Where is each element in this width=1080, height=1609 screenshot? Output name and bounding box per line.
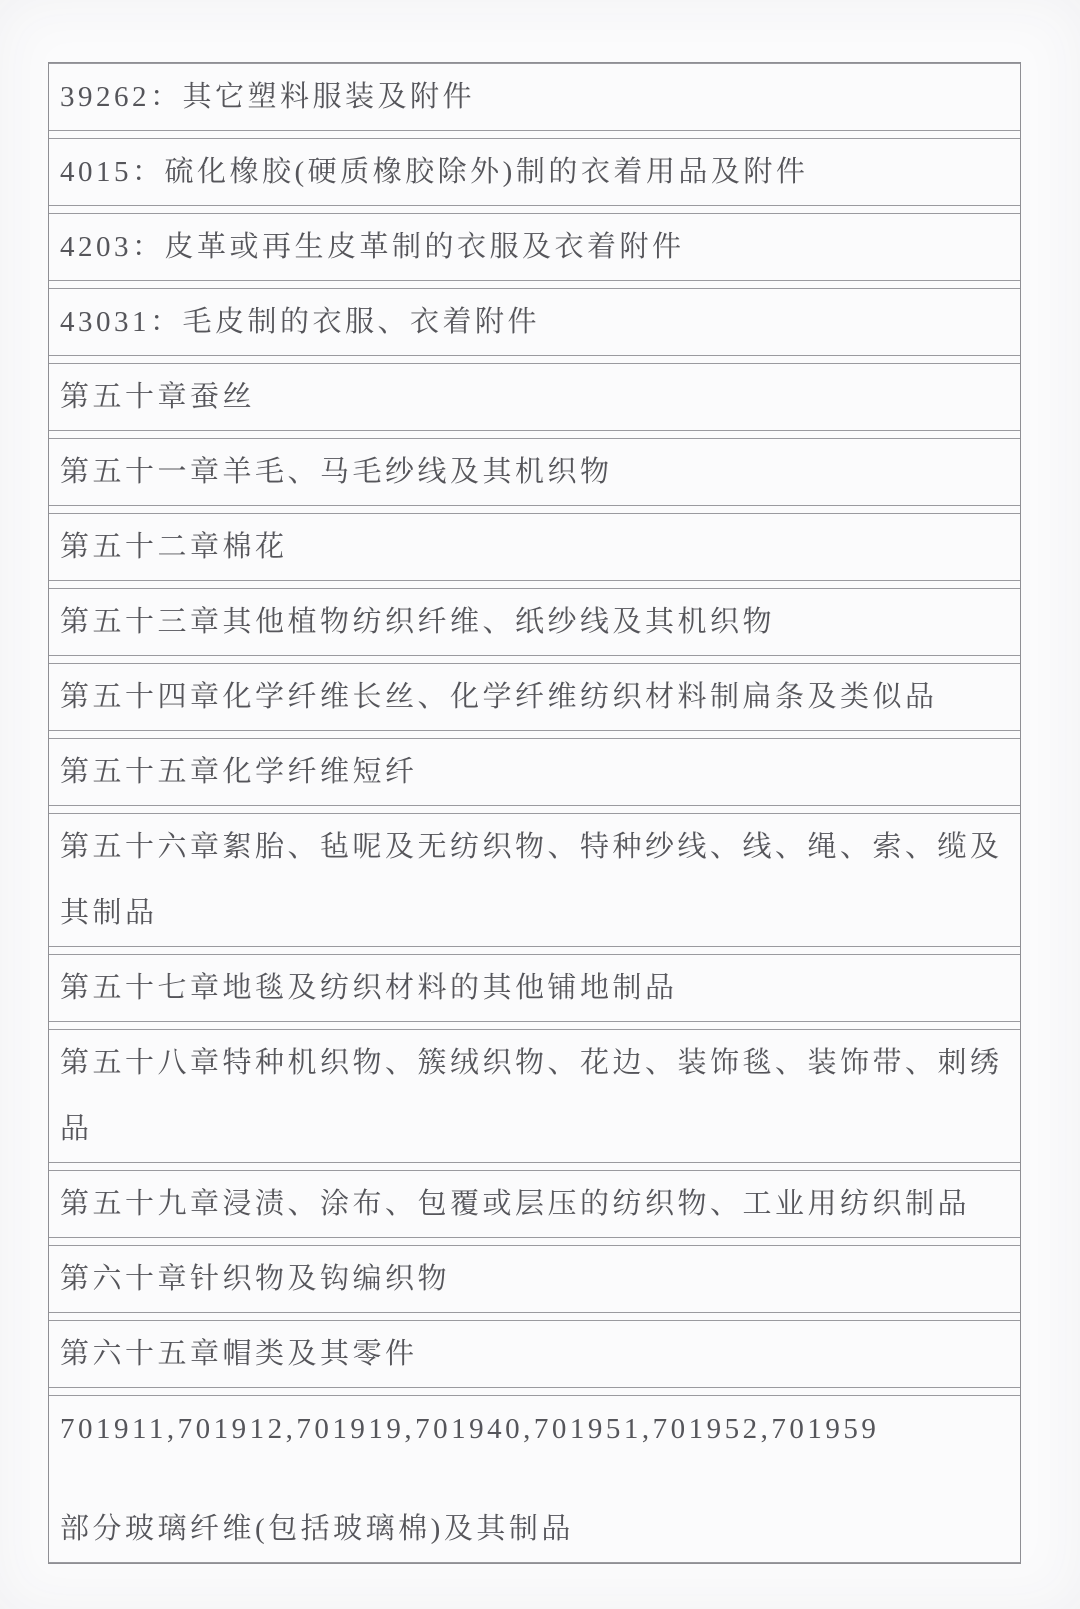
row-text: 第五十七章地毯及纺织材料的其他铺地制品: [60, 972, 678, 1004]
table-row: [49, 813, 1020, 947]
row-text: 第五十九章浸渍、涂布、包覆或层压的纺织物、工业用纺织制品: [60, 1188, 971, 1220]
row-text: 39262：其它塑料服装及附件: [60, 81, 476, 113]
table-row: [49, 738, 1020, 806]
table-row: [49, 438, 1020, 506]
hs-code-table: [48, 62, 1021, 1564]
row-text: 第五十四章化学纤维长丝、化学纤维纺织材料制扁条及类似品: [60, 681, 938, 713]
row-text: 第六十五章帽类及其零件: [60, 1338, 418, 1370]
table-row: [49, 288, 1020, 356]
table-row: [49, 513, 1020, 581]
table-row: [49, 1395, 1020, 1563]
row-text: 部分玻璃纤维(包括玻璃棉)及其制品: [60, 1513, 574, 1545]
row-text: 第五十三章其他植物纺织纤维、纸纱线及其机织物: [60, 606, 776, 638]
row-text: 第五十章蚕丝: [60, 381, 256, 413]
table-row: [49, 213, 1020, 281]
row-text: 第五十六章絮胎、毡呢及无纺织物、特种纱线、线、绳、索、缆及其制品: [60, 831, 1003, 929]
row-text: 第五十二章棉花: [60, 531, 288, 563]
table-row: [49, 138, 1020, 206]
table-row: [49, 663, 1020, 731]
table-row: [49, 588, 1020, 656]
table-row: [49, 1029, 1020, 1163]
row-text: 第五十八章特种机织物、簇绒织物、花边、装饰毯、装饰带、刺绣品: [60, 1047, 1003, 1145]
row-text: 43031：毛皮制的衣服、衣着附件: [60, 306, 541, 338]
table-row: [49, 954, 1020, 1022]
row-text: 4203：皮革或再生皮革制的衣服及衣着附件: [60, 231, 685, 263]
table-row: [49, 63, 1020, 131]
row-text: 第五十一章羊毛、马毛纱线及其机织物: [60, 456, 613, 488]
row-text: 4015：硫化橡胶(硬质橡胶除外)制的衣着用品及附件: [60, 156, 809, 188]
row-text: 第六十章针织物及钩编织物: [60, 1263, 451, 1295]
table-row: [49, 1170, 1020, 1238]
table-row: [49, 363, 1020, 431]
table-row: [49, 1245, 1020, 1313]
row-text: 701911,701912,701919,701940,701951,701952,701959: [60, 1413, 880, 1445]
table-row: [49, 1320, 1020, 1388]
row-text: 第五十五章化学纤维短纤: [60, 756, 418, 788]
